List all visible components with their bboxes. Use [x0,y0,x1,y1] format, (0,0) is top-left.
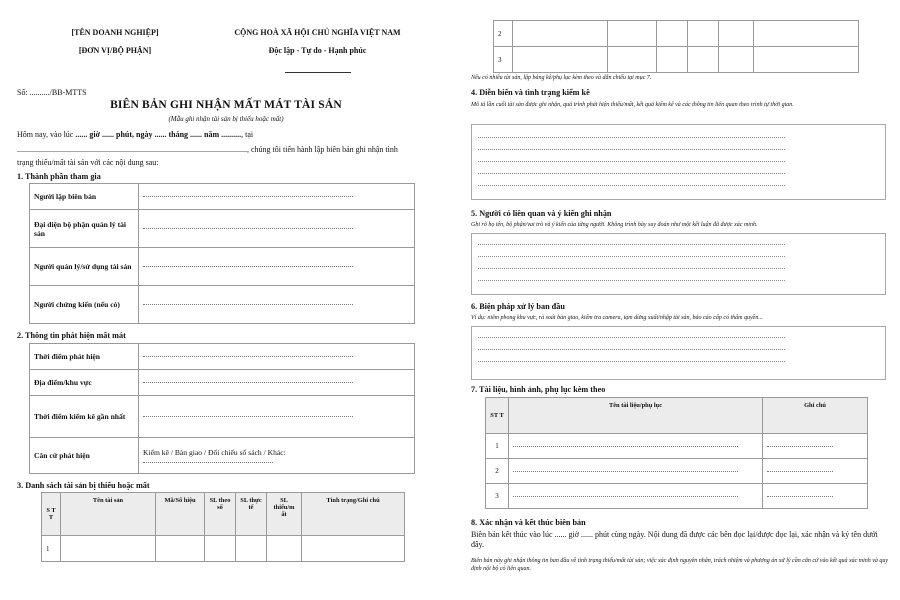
section-6-title: 6. Biện pháp xử lý ban đầu [471,302,565,311]
fill-cell[interactable] [139,286,415,324]
table-row [30,344,415,370]
fill-cell[interactable] [139,210,415,248]
document-number: Số: ........../BB-MTTS [17,88,87,97]
page-title: BIÊN BẢN GHI NHẬN MẤT MÁT TÀI SẢN [110,99,342,111]
fill-cell[interactable] [139,396,415,438]
row-number: 2 [494,21,513,47]
table-row [486,484,868,509]
col-header: SL theo sổ [205,493,236,536]
department-name: [ĐƠN VỊ/BỘ PHẬN] [78,46,152,55]
row-label: Người lập biên bản [30,184,139,210]
section-4-input-box[interactable] [471,124,886,200]
section-2-title: 2. Thông tin phát hiện mất mát [17,331,126,340]
asset-table [41,492,405,562]
table-row [486,459,868,484]
section-5-title: 5. Người có liên quan và ý kiến ghi nhận [471,209,612,218]
table-row [30,248,415,286]
row-number: 2 [486,459,509,484]
national-motto: Độc lập - Tự do - Hạnh phúc [268,46,367,55]
section-7-title: 7. Tài liệu, hình ảnh, phụ lục kèm theo [471,385,606,394]
table-row [494,21,859,47]
row-number: 3 [486,484,509,509]
intro-line-3: trạng thiếu/mất tài sản với các nội dung sau: [17,158,159,167]
col-header: S T T [42,493,61,536]
asset-table-note: Nếu có nhiều tài sản, lập bảng kê/phụ lục kèm theo và dẫn chiếu tại mục 7. [471,75,652,81]
section-6-input-box[interactable] [471,326,886,380]
col-header: Tình trạng/Ghi chú [302,493,405,536]
table-row [30,370,415,396]
discovery-table [29,343,415,474]
table-row [42,536,405,562]
fill-cell[interactable] [139,344,415,370]
section-8-note: Biên bản này ghi nhận thông tin ban đầu về tình trạng thiếu/mất tài sản; việc xác định nguyên nhân, trách nhiệm và phương án xử lý cần căn cứ vào kết quả xác minh và quy định nội bộ có liên quan. [471,558,889,572]
section-6-description: Ví dụ: niêm phong khu vực, rà soát bàn giao, kiểm tra camera, tạm dừng xuất/nhập tài sản, báo cáo cấp có thẩm quyền... [471,315,763,321]
table-row [486,434,868,459]
participants-table [29,183,415,324]
row-label: Người chứng kiến (nếu có) [30,286,139,324]
table-row [30,184,415,210]
section-4-title: 4. Diễn biến và tình trạng kiểm kê [471,88,590,97]
col-header: ST T [486,398,509,434]
company-name: [TÊN DOANH NGHIỆP] [71,28,159,37]
row-number: 3 [494,47,513,73]
asset-table-continued [493,20,859,73]
col-header: Tên tài sản [61,493,156,536]
page-subtitle: (Mẫu ghi nhận tài sản bị thiếu hoặc mất) [168,115,284,123]
fill-cell[interactable] [139,370,415,396]
row-label: Thời điểm phát hiện [30,344,139,370]
col-header: Tên tài liệu/phụ lục [509,398,763,434]
table-row [494,47,859,73]
section-8-text: Biên bản kết thúc vào lúc ...... giờ ...... phút cùng ngày. Nội dung đã được các bên đọc lại/được đọc lại, xác nhận và ký tên dưới đây. [471,530,878,549]
intro-line-2: ..................................................................................................................., chúng tôi tiến hành lập biên bản ghi nhận tình [17,145,398,154]
page-right [452,0,900,600]
section-4-description: Mô tả lần cuối tài sản được ghi nhận, quá trình phát hiện thiếu/mất, kết quả kiểm kê và các thông tin liên quan theo trình tự thời gian. [471,102,794,108]
table-row [30,210,415,248]
row-label: Địa điểm/khu vực [30,370,139,396]
section-5-description: Ghi rõ họ tên, bộ phận/vai trò và ý kiến của từng người. Không trình bày suy đoán như một kết luận đã được xác minh. [471,222,758,228]
intro-line-1: Hôm nay, vào lúc ...... giờ ...... phút, ngày ...... tháng ...... năm .........., tại [17,130,254,139]
table-header-row [486,398,868,434]
row-label: Thời điểm kiểm kê gần nhất [30,396,139,438]
fill-cell[interactable] [139,248,415,286]
row-number: 1 [486,434,509,459]
table-header-row [42,493,405,536]
table-row [30,396,415,438]
table-row [30,438,415,474]
fill-cell[interactable] [139,184,415,210]
col-header: Mã/Số hiệu [156,493,205,536]
basis-text: Kiểm kê / Bàn giao / Đối chiếu sổ sách / Khác: [143,448,286,457]
table-row [30,286,415,324]
national-title: CỘNG HOÀ XÃ HỘI CHỦ NGHĨA VIỆT NAM [234,28,401,37]
section-5-input-box[interactable] [471,233,886,295]
row-label: Người quản lý/sử dụng tài sản [30,248,139,286]
col-header: SL thực tế [236,493,267,536]
row-number: 1 [42,536,61,562]
row-label: Đại diện bộ phận quản lý tài sản [30,210,139,248]
fill-cell[interactable] [139,438,415,474]
col-header: Ghi chú [763,398,868,434]
row-label: Căn cứ phát hiện [30,438,139,474]
col-header: SL thiếu/m ất [267,493,302,536]
section-8-title: 8. Xác nhận và kết thúc biên bản [471,518,586,527]
section-3-title: 3. Danh sách tài sản bị thiếu hoặc mất [17,481,150,490]
attachment-table [485,397,868,509]
motto-underline [285,72,351,73]
section-1-title: 1. Thành phần tham gia [17,172,101,181]
